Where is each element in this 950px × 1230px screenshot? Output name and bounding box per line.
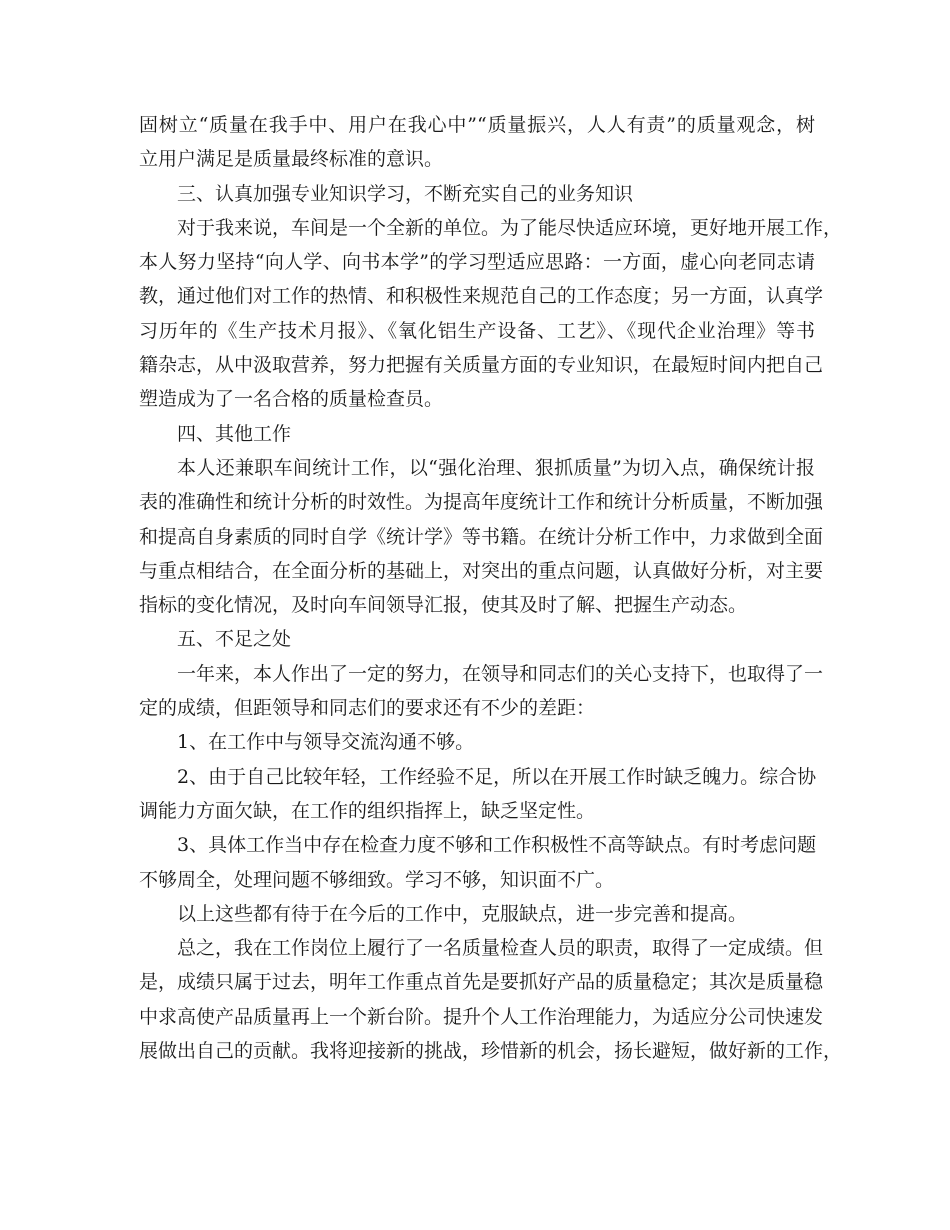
text-line: 2、由于自己比较年轻，工作经验不足，所以在开展工作时缺乏魄力。综合协 <box>177 765 817 788</box>
text-line: 指标的变化情况，及时向车间领导汇报，使其及时了解、把握生产动态。 <box>139 594 748 617</box>
text-line: 四、其他工作 <box>177 422 292 445</box>
text-line: 展做出自己的贡献。我将迎接新的挑战，珍惜新的机会，扬长避短，做好新的工作， <box>139 1040 843 1063</box>
text-line: 是，成绩只属于过去，明年工作重点首先是要抓好产品的质量稳定；其次是质量稳 <box>139 971 824 994</box>
text-line: 与重点相结合，在全面分析的基础上，对突出的重点问题，认真做好分析，对主要 <box>139 559 824 582</box>
text-line: 教，通过他们对工作的热情、和积极性来规范自己的工作态度；另一方面，认真学 <box>139 285 824 308</box>
text-line: 总之，我在工作岗位上履行了一名质量检查人员的职责，取得了一定成绩。但 <box>177 937 824 960</box>
text-line: 不够周全，处理问题不够细致。学习不够，知识面不广。 <box>139 868 615 891</box>
text-line: 以上这些都有待于在今后的工作中，克服缺点，进一步完善和提高。 <box>177 902 748 925</box>
text-line: 对于我来说，车间是一个全新的单位。为了能尽快适应环境，更好地开展工作， <box>177 216 843 239</box>
document-body <box>139 108 843 1068</box>
text-line: 习历年的《生产技术月报》、《氧化铝生产设备、工艺》、《现代企业治理》等书 <box>139 319 815 342</box>
text-line: 五、不足之处 <box>177 628 292 651</box>
text-line: 三、认真加强专业知识学习，不断充实自己的业务知识 <box>177 182 634 205</box>
text-line: 本人还兼职车间统计工作，以“强化治理、狠抓质量”为切入点，确保统计报 <box>177 456 815 479</box>
text-line: 表的准确性和统计分析的时效性。为提高年度统计工作和统计分析质量，不断加强 <box>139 491 824 514</box>
text-line: 固树立“质量在我手中、用户在我心中”“质量振兴，人人有责”的质量观念，树 <box>139 114 815 136</box>
text-line: 和提高自身素质的同时自学《统计学》等书籍。在统计分析工作中，力求做到全面 <box>139 525 824 548</box>
text-line: 调能力方面欠缺，在工作的组织指挥上，缺乏坚定性。 <box>139 799 596 822</box>
text-line: 3、具体工作当中存在检查力度不够和工作积极性不高等缺点。有时考虑问题 <box>177 834 817 857</box>
text-line: 塑造成为了一名合格的质量检查员。 <box>139 388 444 411</box>
text-line: 1、在工作中与领导交流沟通不够。 <box>177 731 475 754</box>
text-line: 一年来，本人作出了一定的努力，在领导和同志们的关心支持下，也取得了一 <box>177 662 824 685</box>
text-line: 定的成绩，但距领导和同志们的要求还有不少的差距： <box>139 697 596 720</box>
text-line: 立用户满足是质量最终标准的意识。 <box>139 148 444 171</box>
text-line: 本人努力坚持“向人学、向书本学”的学习型适应思路：一方面，虚心向老同志请 <box>139 251 815 274</box>
text-line: 中求高使产品质量再上一个新台阶。提升个人工作治理能力，为适应分公司快速发 <box>139 1005 824 1028</box>
text-line: 籍杂志，从中汲取营养，努力把握有关质量方面的专业知识，在最短时间内把自己 <box>139 354 824 377</box>
